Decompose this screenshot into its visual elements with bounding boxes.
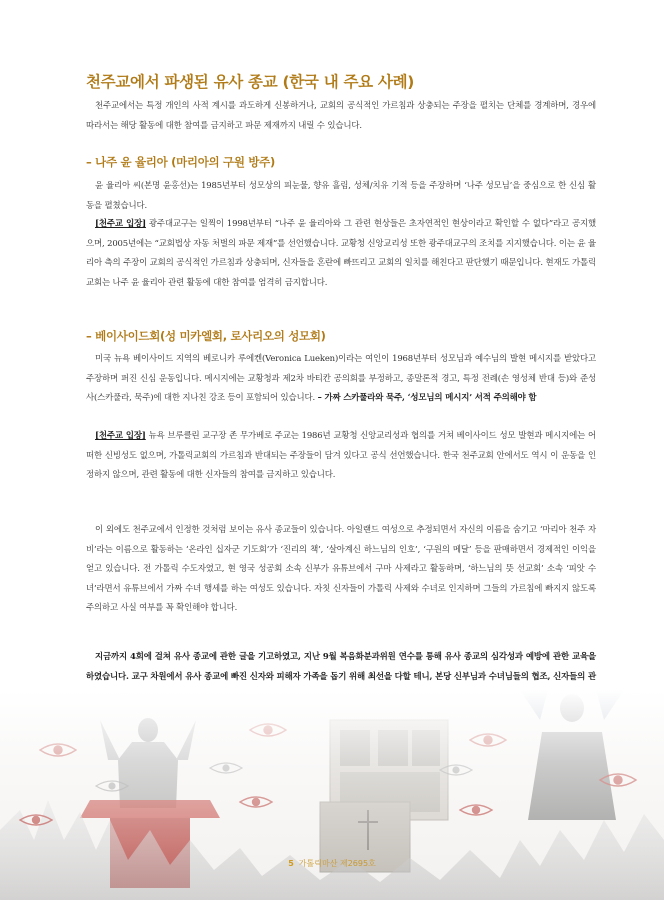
naju-stance — [86, 214, 596, 292]
section-heading-bayside: – 베이사이드회(성 미카엘회, 로사리오의 성모회) — [86, 329, 326, 343]
bayside-warning: – 가짜 스카풀라와 묵주, ‘성모님의 메시지’ 서적 주의해야 함 — [317, 392, 537, 403]
naju-stance-text: 광주대교구는 일찍이 1998년부터 “나주 윤 율리아와 그 관련 현상들은 초자연적인 현상이라고 확인할 수 없다”라고 공지했으며, 2005년에는 “교회법상 자동 처벌의 파문 제재”를 선언했습니다. 교황청 신앙교리성 또한 광주대교구의 조치를 지지했습니다. 이는 윤 율리아 측의 주장이 교회의 공식적인 가르침과 상충되며, 신자들을 혼란에 빠뜨리고 교회의 일치를 해친다고 판단했기 때문입니다. 현재도 가톨릭교회는 나주 윤 율리아 관련 활동에 대한 참여를 엄격히 금지합니다. — [86, 218, 596, 287]
page-footer — [0, 858, 664, 869]
bayside-description-text: 미국 뉴욕 베이사이드 지역의 베로니카 루에켄(Veronica Lueken)이라는 여인이 1968년부터 성모님과 예수님의 발현 메시지를 받았다고 주장하며 퍼진 신심 운동입니다. 메시지에는 교황청과 제2차 바티칸 공의회를 부정하고, 종말론적 경고, 특정 전례(손 영성체 반대 등)와 준성사(스카풀라, 묵주)에 대한 지나친 강조 등이 포함되어 있습니다. — [86, 353, 596, 403]
section-heading-naju: – 나주 윤 율리아 (마리아의 구원 방주) — [86, 155, 275, 169]
naju-stance-label: [천주교 입장] — [95, 218, 146, 228]
bayside-stance-label: [천주교 입장] — [95, 430, 146, 440]
bayside-stance-text: 뉴욕 브루클린 교구장 존 무가베로 주교는 1986년 교황청 신앙교리성과 협의를 거쳐 베이사이드 성모 발현과 메시지에는 어떠한 신빙성도 없으며, 가톨릭교회의 가르침과 반대되는 주장들이 담겨 있다고 공식 선언했습니다. 한국 천주교회 안에서도 역시 이 운동을 인정하지 않으며, 관련 활동에 대한 신자들의 참여를 금지하고 있습니다. — [86, 430, 596, 480]
closing-paragraph: 지금까지 4회에 걸쳐 유사 종교에 관한 글을 기고하였고, 지난 9월 복음화분과위원 연수를 통해 유사 종교의 심각성과 예방에 관한 교육을 하였습니다. 교구 차원에서 유사 종교에 빠진 신자와 피해자 가족을 돕기 위해 최선을 다할 테니, 본당 신부님과 수녀님들의 협조, 신자들의 관 — [86, 651, 596, 681]
bayside-description — [86, 349, 596, 408]
page-number: 5 — [288, 859, 294, 868]
page-title: 천주교에서 파생된 유사 종교 (한국 내 주요 사례) — [86, 73, 415, 91]
bayside-stance — [86, 426, 596, 485]
publication-name: 가톨릭마산 제2695호 — [298, 859, 376, 868]
intro-paragraph: 천주교에서는 특정 개인의 사적 계시를 과도하게 신봉하거나, 교회의 공식적인 가르침과 상충되는 주장을 펼치는 단체를 경계하며, 경우에 따라서는 해당 활동에 대한 참여를 금지하고 파문 제재까지 내릴 수 있습니다. — [86, 100, 596, 130]
other-pseudo-religions: 이 외에도 천주교에서 인정한 것처럼 보이는 유사 종교들이 있습니다. 아일랜드 여성으로 추정되면서 자신의 이름을 숨기고 ‘마리아 천주 자비’라는 이름으로 활동하는 ‘온라인 십자군 기도회’가 ‘진리의 책’, ‘살아계신 하느님의 인호’, ‘구원의 메달’ 등을 판매하면서 경제적인 이익을 얻고 있습니다. 전 가톨릭 수도자였고, 현 영국 성공회 소속 신부가 유튜브에서 구마 사제라고 활동하며, ‘하느님의 뜻 선교회’ 소속 ‘피앗 수녀’라면서 유튜브에서 가짜 수녀 행세를 하는 여성도 있습니다. 자칫 신자들이 가톨릭 사제와 수녀로 인지하며 그들의 가르침에 빠지지 않도록 주의하고 사실 여부를 꼭 확인해야 합니다. — [86, 524, 596, 613]
naju-description: 윤 율리아 씨(본명 윤홍선)는 1985년부터 성모상의 피눈물, 향유 흘림, 성체/치유 기적 등을 주장하며 ‘나주 성모님’을 중심으로 한 신심 활동을 펼쳤습니다. — [86, 180, 596, 210]
